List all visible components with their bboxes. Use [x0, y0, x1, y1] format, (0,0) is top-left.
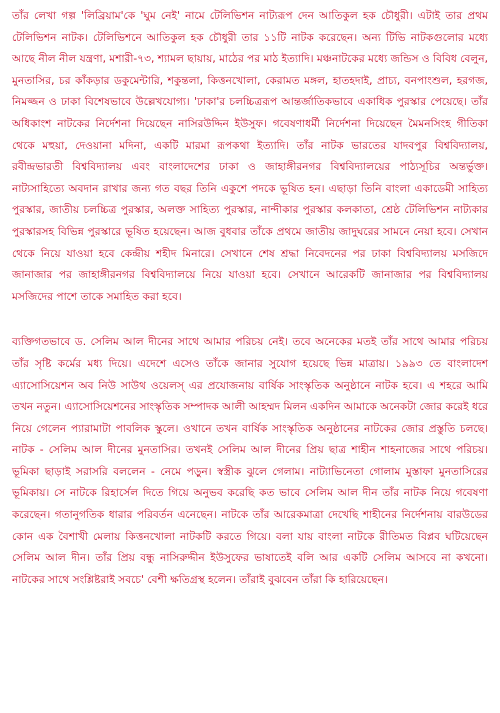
paragraph-1: তাঁর লেখা গল্প 'লিব্রিয়াম'কে 'ঘুম নেই' নামে টেলিভিশন নাট্যরূপ দেন আতিকুল হক চৌধুরী। এটাই তার প্রথম টেলিভিশন নাটক। টেলিভিশনে আতিকুল হক চৌধুরী তার ১১টি নাটক করেছেন। অন্য টিভি নাটকগুলোর মধ্যে আছে নীল নীল যন্ত্রণা, মশারী-৭৩, শ্যামল ছায়ায়, মাঠের পর মাঠ ইত্যাদি। মঞ্চনাটকের মধ্যে জন্ডিস ও বিবিধ বেলুন, মুনতাসির, চর কাঁকড়ার ডকুমেন্টারি, শকুন্তলা, কিত্তনখোলা, কেরামত মঙ্গল, হাতহদাই, প্রাচ্য, বনপাংশুল, হরগজ, নিমজ্জন ও ঢাকা বিশেষভাবে উল্লেখযোগ্য। 'ঢাকা'র চলচ্চিত্ররূপ আন্তর্জাতিকভাবে একাধিক পুরস্কার পেয়েছে। তাঁর অধিকাংশ নাটকের নির্দেশনা দিয়েছেন নাসিরউদ্দিন ইউসুফ। গবেষণাধর্মী নির্দেশনা দিয়েছেন মৈমনসিংহ গীতিকা থেকে মহুয়া, দেওয়ানা মদিনা, একটি মারমা রূপকথা ইত্যাদি। তাঁর নাটক ভারতের যাদবপুর বিশ্ববিদ্যালয়, রবীন্দ্রভারতী বিশ্ববিদ্যালয় এবং বাংলাদেশের ঢাকা ও জাহাঙ্গীরনগর বিশ্ববিদ্যালয়ের পাঠ্যসূচির অন্তর্ভুক্ত। নাট্যসাহিত্যে অবদান রাখার জন্য গত বছর তিনি একুশে পদকে ভূষিত হন। এছাড়া তিনি বাংলা একাডেমী সাহিত্য পুরস্কার, জাতীয় চলচ্চিত্র পুরস্কার, অলক্ত সাহিত্য পুরস্কার, নান্দীকার পুরস্কার কলকাতা, শ্রেষ্ঠ টেলিভিশন নাট্যকার পুরস্কারসহ বিভিন্ন পুরস্কারে ভূষিত হয়েছেন। আজ বুধবার তাঁকে প্রথমে জাতীয় জাদুঘরের সামনে নেয়া হবে। সেখান থেকে নিয়ে যাওয়া হবে কেন্দ্রীয় শহীদ মিনারে। সেখানে শেষ শ্রদ্ধা নিবেদনের পর ঢাকা বিশ্ববিদ্যালয় মসজিদে জানাজার পর জাহাঙ্গীরনগর বিশ্ববিদ্যালয়ে নিয়ে যাওয়া হবে। সেখানে আরেকটি জানাজার পর বিশ্ববিদ্যালয় মসজিদের পাশে তাকে সমাহিত করা হবে।	[12, 10, 488, 303]
paragraph-spacer	[12, 308, 488, 332]
paragraph-2: ব্যক্তিগতভাবে ড. সেলিম আল দীনের সাথে আমার পরিচয় নেই। তবে অনেকের মতই তাঁর সাথে আমার পরিচয় তাঁর সৃষ্টি কর্মের মধ্য দিয়ে। এদেশে এসেও তাঁকে জানার সুযোগ হয়েছে ভিন্ন মাত্রায়। ১৯৯৩ তে বাংলাদেশ এ্যাসোসিয়েশন অব নিউ সাউথ ওয়েলস্ এর প্রযোজনায় বার্ষিক সাংস্কৃতিক অনুষ্ঠানে নাটক হবে। এ শহরে আমি তখন নতুন। এ্যাসোসিয়েশনের সাংস্কৃতিক সম্পাদক আলী আহম্মদ মিলন একদিন আমাকে অনেকটা জোর করেই ধরে নিয়ে গেলেন প্যারামাটা পাবলিক স্কুলে। ওখানে তখন বার্ষিক সাংস্কৃতিক অনুষ্ঠানের নাটকের জোর প্রস্তুতি চলছে। নাটক - সেলিম আল দীনের মুনতাসির। তখনই সেলিম আল দীনের প্রিয় ছাত্র শাহীন শাহনাজের সাথে পরিচয়। ভূমিকা ছাড়াই সরাসরি বললেন - নেমে পড়ুন। স্বস্ত্রীক ঝুলে গেলাম। নাট্যাভিনেতা গোলাম মুস্তাফা মুনতাসিরের ভূমিকায়। সে নাটকে রিহার্সেল দিতে গিয়ে অনুভব করেছি কত ভাবে সেলিম আল দীন তাঁর নাটক নিয়ে গবেষণা করেছেন। গতানুগতিক ধারার পরিবর্তন এনেছেন। নাটকে তাঁর আরেকমাত্রা দেখেছি শাহীনের নির্দেশনায় বারউডের কোন এক বৈশাখী মেলায় কিত্তনখোলা নাটকটি করতে গিয়ে। বলা যায় বাংলা নাটকে রীতিমত বিপ্লব ঘটিয়েছেন সেলিম আল দীন। তাঁর প্রিয় বন্ধু নাসিরুদ্দীন ইউসুফের ভাষাতেই বলি আর একটি সেলিম আসবে না কখনো। নাটকের সাথে সংশ্লিষ্টরাই সবচে' বেশী ক্ষতিগ্রস্থ হলেন। তাঁরাই বুঝবেন তাঁরা কি হারিয়েছেন।	[12, 336, 488, 586]
